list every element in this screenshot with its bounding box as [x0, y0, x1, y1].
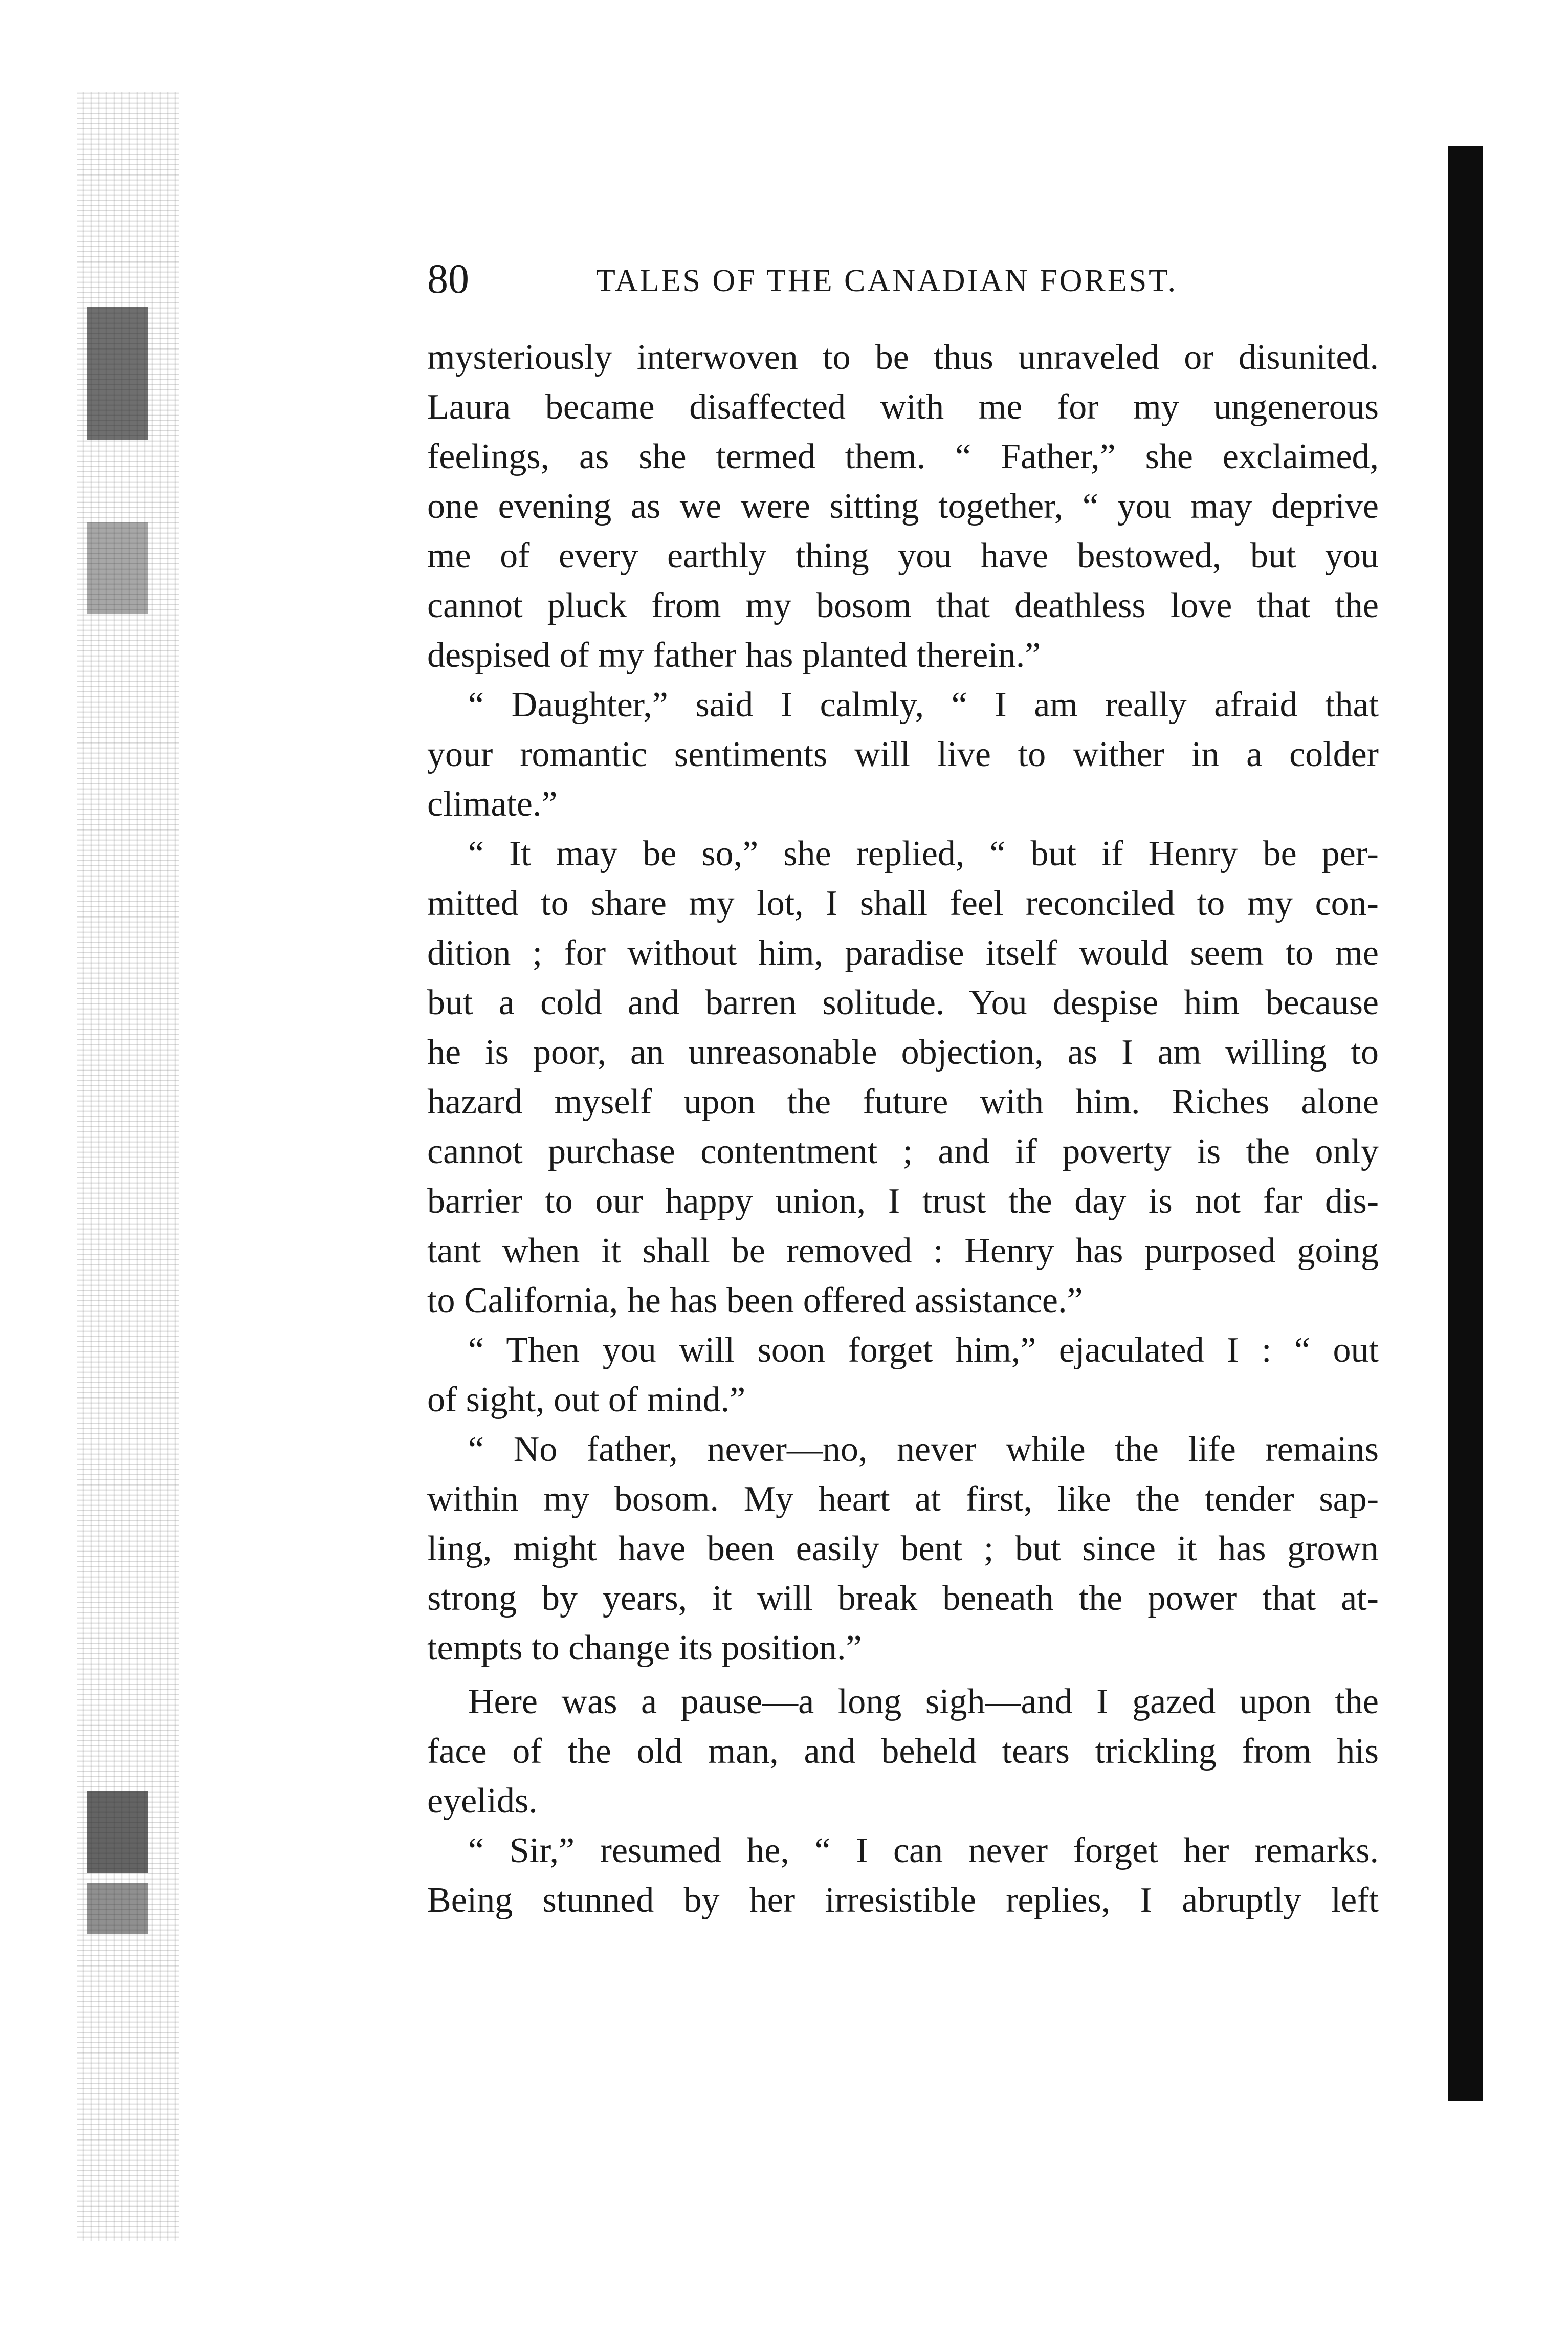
text-line: “ Sir,” resumed he, “ I can never forget her remarks.	[468, 1831, 1379, 1870]
scan-gutter-shadow	[87, 307, 148, 440]
text-line: to California, he has been offered assistance.”	[427, 1281, 1083, 1320]
text-line: within my bosom. My heart at first, like the tender sap-	[427, 1479, 1379, 1519]
text-line: Laura became disaffected with me for my ungenerous	[427, 387, 1379, 427]
text-line: tempts to change its position.”	[427, 1628, 862, 1668]
scan-gutter-shadow	[87, 1791, 148, 1873]
text-line: hazard myself upon the future with him. Riches alone	[427, 1082, 1379, 1122]
page-header	[427, 251, 1399, 307]
text-line: “ Then you will soon forget him,” ejaculated I : “ out	[468, 1330, 1379, 1370]
text-line: eyelids.	[427, 1781, 538, 1821]
text-line: “ It may be so,” she replied, “ but if Henry be per-	[468, 834, 1379, 873]
text-line: tant when it shall be removed : Henry has purposed going	[427, 1231, 1379, 1271]
text-line: one evening as we were sitting together, “ you may deprive	[427, 487, 1379, 526]
text-line: Here was a pause—a long sigh—and I gazed upon the	[468, 1682, 1379, 1721]
text-line: of sight, out of mind.”	[427, 1380, 746, 1419]
text-line: mysteriously interwoven to be thus unraveled or disunited.	[427, 338, 1379, 377]
text-line: me of every earthly thing you have bestowed, but you	[427, 536, 1379, 576]
text-line: mitted to share my lot, I shall feel reconciled to my con-	[427, 884, 1379, 923]
text-line: climate.”	[427, 784, 558, 824]
text-line: feelings, as she termed them. “ Father,” she exclaimed,	[427, 437, 1379, 476]
text-line: your romantic sentiments will live to wither in a colder	[427, 735, 1379, 774]
text-line: strong by years, it will break beneath the power that at-	[427, 1579, 1379, 1618]
text-line: cannot pluck from my bosom that deathless love that the	[427, 586, 1379, 625]
body-text	[427, 333, 1379, 1925]
text-line: he is poor, an unreasonable objection, as I am willing to	[427, 1033, 1379, 1072]
text-line: cannot purchase contentment ; and if poverty is the only	[427, 1132, 1379, 1171]
text-line: ling, might have been easily bent ; but since it has grown	[427, 1529, 1379, 1568]
text-line: despised of my father has planted therein.”	[427, 636, 1041, 675]
text-line: but a cold and barren solitude. You despise him because	[427, 983, 1379, 1022]
page-number: 80	[427, 255, 469, 302]
text-line: “ No father, never—no, never while the life remains	[468, 1430, 1379, 1469]
text-line: barrier to our happy union, I trust the day is not far dis-	[427, 1182, 1379, 1221]
text-line: “ Daughter,” said I calmly, “ I am really afraid that	[468, 685, 1379, 725]
scan-gutter-shadow	[87, 522, 148, 614]
scan-gutter-shadow	[87, 1883, 148, 1934]
page-edge-bar	[1448, 146, 1483, 2101]
text-line: dition ; for without him, paradise itself would seem to me	[427, 933, 1379, 973]
text-line: Being stunned by her irresistible replies, I abruptly left	[427, 1881, 1379, 1920]
text-line: face of the old man, and beheld tears trickling from his	[427, 1732, 1379, 1771]
running-head: TALES OF THE CANADIAN FOREST.	[596, 264, 1178, 298]
